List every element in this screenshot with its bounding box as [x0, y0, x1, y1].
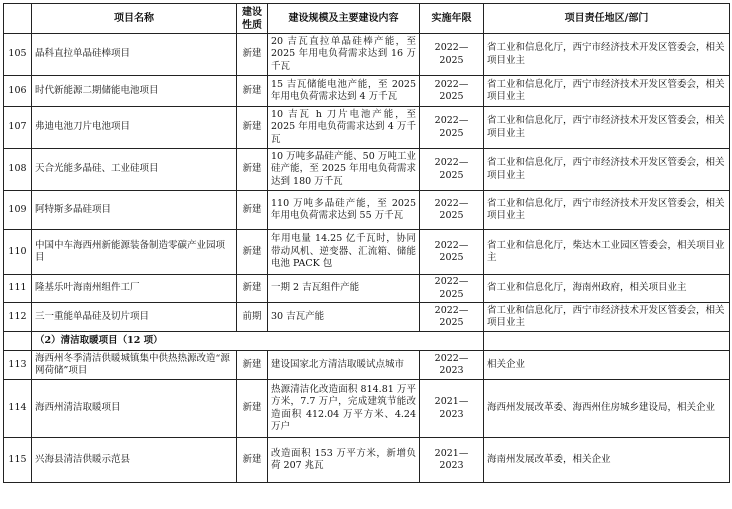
table-row	[4, 380, 730, 438]
project-name: 中国中车海西州新能源装备制造零碳产业园项目	[32, 230, 237, 275]
table-row	[4, 275, 730, 303]
implementation-years: 2022—2025	[420, 76, 484, 107]
project-name: 海西州冬季清洁供暖城镇集中供热热源改造“源网荷储”项目	[32, 351, 237, 380]
table-row	[4, 107, 730, 149]
build-scale: 热源清洁化改造面积 814.81 万平方米，7.7 万户，完成建筑节能改造面积 412.04 万平方米、4.24 万户	[268, 380, 420, 438]
responsible-dept: 省工业和信息化厅，柴达木工业园区管委会，相关项目业主	[484, 230, 730, 275]
row-number: 106	[4, 76, 32, 107]
table-row	[4, 34, 730, 76]
project-name: 海西州清洁取暖项目	[32, 380, 237, 438]
build-type: 新建	[237, 275, 268, 303]
table-row	[4, 438, 730, 483]
responsible-dept: 海西州发展改革委、海西州住房城乡建设局，相关企业	[484, 380, 730, 438]
build-type: 新建	[237, 351, 268, 380]
project-name: 晶科直拉单晶硅棒项目	[32, 34, 237, 76]
table-row	[4, 76, 730, 107]
project-name: 天合光能多晶硅、工业硅项目	[32, 149, 237, 191]
build-scale: 建设国家北方清洁取暖试点城市	[268, 351, 420, 380]
build-type: 新建	[237, 230, 268, 275]
build-scale: 20 吉瓦直拉单晶硅棒产能，至 2025 年用电负荷需求达到 16 万千瓦	[268, 34, 420, 76]
header-dept: 项目责任地区/部门	[484, 4, 730, 34]
build-scale: 110 万吨多晶硅产能，至 2025 年用电负荷需求达到 55 万千瓦	[268, 191, 420, 230]
build-scale: 改造面积 153 万平方米，新增负荷 207 兆瓦	[268, 438, 420, 483]
header-name: 项目名称	[32, 4, 237, 34]
table-row	[4, 303, 730, 332]
implementation-years: 2022—2025	[420, 149, 484, 191]
row-number: 107	[4, 107, 32, 149]
table-row	[4, 351, 730, 380]
responsible-dept: 省工业和信息化厅，西宁市经济技术开发区管委会，相关项目业主	[484, 149, 730, 191]
implementation-years: 2022—2023	[420, 351, 484, 380]
row-number: 110	[4, 230, 32, 275]
responsible-dept: 省工业和信息化厅，西宁市经济技术开发区管委会，相关项目业主	[484, 76, 730, 107]
table-header-row	[4, 4, 730, 34]
project-name: 兴海县清洁供暖示范县	[32, 438, 237, 483]
build-type: 新建	[237, 34, 268, 76]
responsible-dept: 相关企业	[484, 351, 730, 380]
implementation-years: 2022—2025	[420, 230, 484, 275]
responsible-dept: 海南州发展改革委，相关企业	[484, 438, 730, 483]
responsible-dept: 省工业和信息化厅，西宁市经济技术开发区管委会，相关项目业主	[484, 107, 730, 149]
table-row	[4, 230, 730, 275]
section-dept	[484, 332, 730, 351]
implementation-years: 2022—2025	[420, 34, 484, 76]
build-type: 新建	[237, 107, 268, 149]
table-body-a	[4, 34, 730, 332]
project-name: 时代新能源二期储能电池项目	[32, 76, 237, 107]
build-scale: 一期 2 吉瓦组件产能	[268, 275, 420, 303]
table-row	[4, 191, 730, 230]
row-number: 112	[4, 303, 32, 332]
implementation-years: 2021—2023	[420, 438, 484, 483]
responsible-dept: 省工业和信息化厅，西宁市经济技术开发区管委会，相关项目业主	[484, 303, 730, 332]
build-type: 新建	[237, 438, 268, 483]
build-type: 前期	[237, 303, 268, 332]
header-years: 实施年限	[420, 4, 484, 34]
implementation-years: 2022—2025	[420, 275, 484, 303]
project-name: 三一重能单晶硅及切片项目	[32, 303, 237, 332]
section-title: （2）清洁取暖项目（12 项）	[32, 332, 484, 351]
build-scale: 10 吉瓦 h 刀片电池产能，至 2025 年用电负荷需求达到 4 万千瓦	[268, 107, 420, 149]
build-scale: 年用电量 14.25 亿千瓦时，协同带动风机、逆变器、汇流箱、储能电池 PACK 包	[268, 230, 420, 275]
header-type: 建设性质	[237, 4, 268, 34]
build-type: 新建	[237, 191, 268, 230]
table-body-b	[4, 351, 730, 483]
build-scale: 15 吉瓦储能电池产能，至 2025 年用电负荷需求达到 4 万千瓦	[268, 76, 420, 107]
build-scale: 10 万吨多晶硅产能、50 万吨工业硅产能，至 2025 年用电负荷需求达到 180 万千瓦	[268, 149, 420, 191]
implementation-years: 2021—2023	[420, 380, 484, 438]
implementation-years: 2022—2025	[420, 107, 484, 149]
responsible-dept: 省工业和信息化厅，西宁市经济技术开发区管委会，相关项目业主	[484, 34, 730, 76]
project-name: 弗迪电池刀片电池项目	[32, 107, 237, 149]
build-type: 新建	[237, 76, 268, 107]
header-num	[4, 4, 32, 34]
row-number: 113	[4, 351, 32, 380]
row-number: 109	[4, 191, 32, 230]
section-num	[4, 332, 32, 351]
responsible-dept: 省工业和信息化厅，西宁市经济技术开发区管委会，相关项目业主	[484, 191, 730, 230]
header-scale: 建设规模及主要建设内容	[268, 4, 420, 34]
table-section	[4, 332, 730, 351]
project-name: 阿特斯多晶硅项目	[32, 191, 237, 230]
row-number: 115	[4, 438, 32, 483]
project-name: 隆基乐叶海南州组件工厂	[32, 275, 237, 303]
implementation-years: 2022—2025	[420, 303, 484, 332]
implementation-years: 2022—2025	[420, 191, 484, 230]
build-type: 新建	[237, 149, 268, 191]
build-type: 新建	[237, 380, 268, 438]
row-number: 105	[4, 34, 32, 76]
row-number: 114	[4, 380, 32, 438]
section-row	[4, 332, 730, 351]
row-number: 108	[4, 149, 32, 191]
row-number: 111	[4, 275, 32, 303]
responsible-dept: 省工业和信息化厅，海南州政府，相关项目业主	[484, 275, 730, 303]
table-row	[4, 149, 730, 191]
build-scale: 30 吉瓦产能	[268, 303, 420, 332]
projects-table	[3, 3, 730, 483]
